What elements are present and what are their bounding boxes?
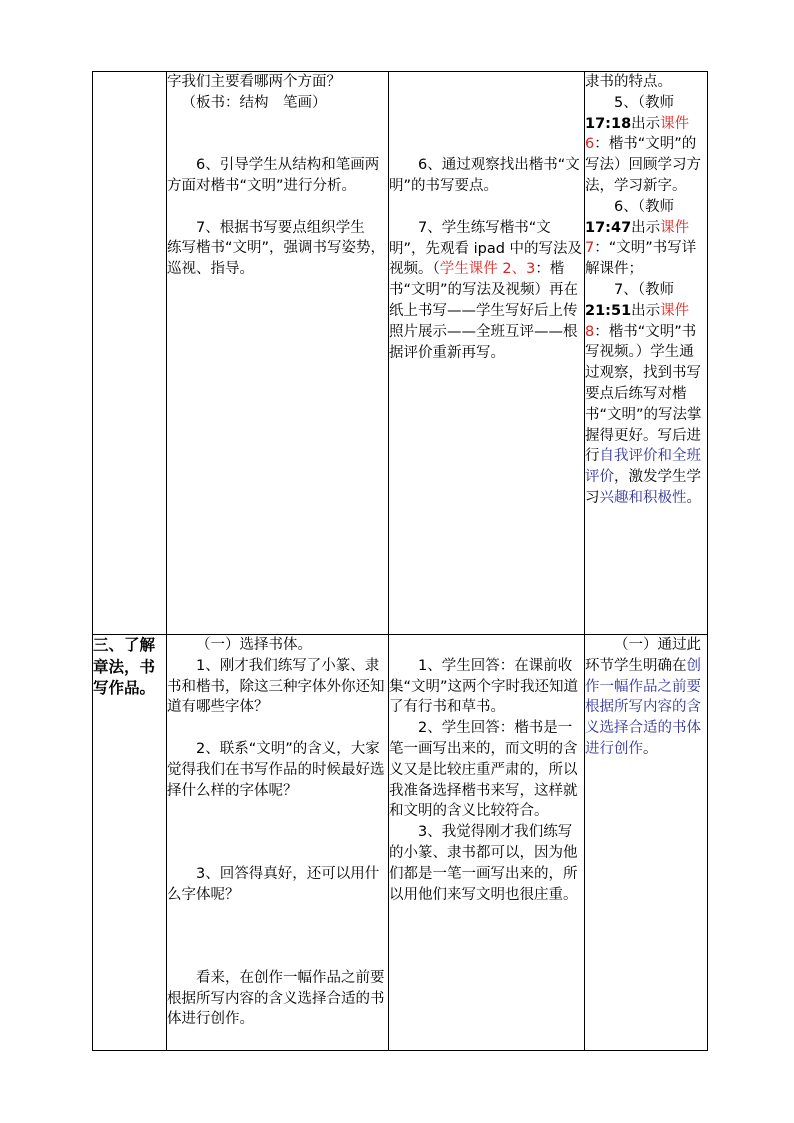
timestamp: 17:18	[585, 115, 632, 132]
timestamp: 21:51	[585, 302, 632, 319]
timestamp: 17:47	[585, 219, 632, 236]
lesson-plan-table	[92, 71, 708, 1051]
courseware-ref: 课件 8	[585, 302, 690, 340]
highlight-text: 自我评价和全班评价	[585, 448, 701, 486]
paragraph: 3、我觉得刚才我们练写的小篆、隶书都可以，因为他们都是一笔一画写出来的，所以用他们来写文明也很庄重。	[389, 824, 578, 903]
table-row	[93, 72, 708, 635]
paragraph: 2、联系“文明”的含义，大家觉得我们在书写作品的时候最好选择什么样的字体呢？	[167, 740, 385, 799]
paragraph: （板书：结构 笔画）	[181, 94, 327, 111]
highlight-text: 创作一幅作品之前要根据所写内容的含义选择合适的书体进行创作	[585, 657, 701, 757]
courseware-ref: 课件 7	[585, 219, 690, 257]
paragraph: 2、学生回答：楷书是一笔一画写出来的，而文明的含义又是比较庄重严肃的，所以我准备选择楷书来写，这样就和文明的含义比较符合。	[389, 720, 578, 820]
paragraph: 隶书的特点。	[585, 74, 672, 90]
paragraph: 3、回答得真好，还可以用什么字体呢？	[167, 865, 380, 903]
design-intent-cell	[585, 72, 708, 635]
paragraph: 字我们主要看哪两个方面？	[167, 74, 341, 90]
paragraph: 1、刚才我们练写了小篆、隶书和楷书，除这三种字体外你还知道有哪些字体？	[167, 657, 385, 716]
paragraph: 看来，在创作一幅作品之前要根据所写内容的含义选择合适的书体进行创作。	[167, 969, 385, 1028]
student-activity-cell	[389, 72, 585, 635]
highlight-text: 兴趣和积极性	[599, 489, 687, 506]
student-activity-cell	[389, 635, 585, 1051]
paragraph: 7、（教师21:51出示课件 8：楷书“文明”书写视频。）学生通过观察，找到书写要点后练写对楷书“文明”的写法掌握得更好。写后进行自我评价和全班评价，激发学生学习兴趣和积极性。	[585, 281, 702, 506]
courseware-ref: 课件 6	[585, 115, 690, 153]
paragraph: （一）选择书体。	[196, 637, 312, 653]
paragraph: 7、学生练写楷书“文明”，先观看 ipad 中的写法及视频。（学生课件 2、3：楷书“文明”的写法及视频）再在纸上书写——学生写好后上传照片展示——全班互评——根据评价重新再写。	[389, 219, 583, 361]
paragraph: 6、（教师17:47出示课件 7：“文明”书写详解课件；	[585, 198, 697, 278]
paragraph: （一）通过此环节学生明确在创作一幅作品之前要根据所写内容的含义选择合适的书体进行创作。	[585, 637, 701, 757]
section-title: 三、了解章法，书写作品。	[93, 636, 156, 697]
paragraph: 1、学生回答：在课前收集“文明”这两个字时我还知道了有行书和草书。	[389, 657, 579, 716]
teacher-activity-cell	[167, 635, 389, 1051]
paragraph: 5、（教师17:18出示课件 6：楷书“文明”的写法）回顾学习方法，学习新字。	[585, 94, 701, 194]
design-intent-cell	[585, 635, 708, 1051]
paragraph: 6、引导学生从结构和笔画两方面对楷书“文明”进行分析。	[167, 157, 380, 194]
paragraph: 练写楷书“文明”，强调书写姿势，巡视、指导。	[167, 240, 386, 278]
section-cell	[93, 72, 167, 635]
section-cell	[93, 635, 167, 1051]
paragraph: 7、根据书写要点组织学生	[196, 219, 365, 236]
courseware-ref: 学生课件 2、3	[439, 261, 536, 278]
table-row	[93, 635, 708, 1051]
teacher-activity-cell	[167, 72, 389, 635]
paragraph: 6、通过观察找出楷书“文明”的书写要点。	[389, 157, 580, 195]
